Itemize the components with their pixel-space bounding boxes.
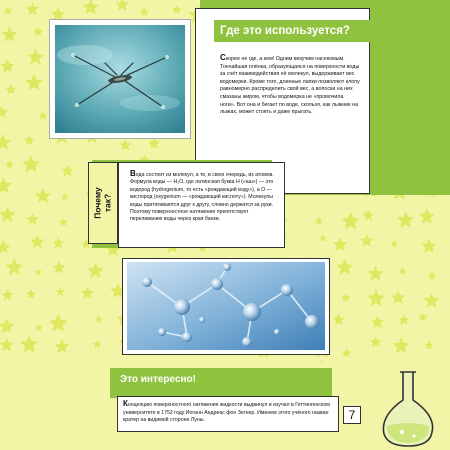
background-star [1, 26, 17, 41]
background-star [26, 213, 39, 225]
background-star [424, 341, 433, 350]
background-star [61, 164, 74, 176]
water-strider-photo [50, 20, 190, 138]
background-star [61, 193, 69, 201]
background-star [362, 209, 374, 220]
background-star [24, 135, 35, 145]
background-star [93, 340, 102, 349]
background-star [332, 313, 345, 325]
section1-body: корее не где, а кем! Одним везучим насекомым. Тончайшая плёнка, образующаяся на поверхности воды за счёт взаимодействия её молекул, выдерживает вес водомерки. Кроме того, длинные лапки позволяют клопу равномерно распределить свой вес, а волоски на них смазаны жиром, чтобы водомерка не «промочила ноги». Вот она и бегает по воде, скользя, как лыжник на лыжах, может стоять и даже прыгать. [220, 56, 360, 116]
background-star [2, 289, 14, 300]
section1-dropcap: С [220, 53, 226, 62]
background-star [35, 324, 43, 331]
background-star [81, 286, 94, 299]
background-star [26, 2, 39, 15]
background-star [418, 312, 428, 321]
section2-dropcap: В [130, 169, 136, 178]
background-star [54, 339, 69, 353]
background-star [371, 316, 385, 329]
background-star [52, 261, 65, 274]
background-star [370, 336, 382, 347]
background-star [35, 188, 51, 203]
flask-icon [370, 366, 445, 450]
background-star [390, 240, 398, 248]
background-star [27, 49, 44, 65]
background-star [172, 5, 182, 14]
background-star [51, 7, 65, 21]
background-star [419, 208, 436, 224]
background-star [119, 139, 131, 150]
background-star [20, 335, 38, 353]
section1-title: Где это используется? [214, 20, 370, 42]
background-star [52, 237, 64, 248]
background-star [0, 177, 12, 193]
water-molecules-photo [127, 262, 325, 350]
background-star [0, 134, 11, 151]
background-star [341, 293, 351, 302]
background-star [3, 6, 12, 15]
background-star [336, 259, 353, 275]
background-star [148, 137, 160, 149]
background-star [424, 293, 440, 308]
background-star [56, 287, 65, 296]
section1-text [220, 54, 360, 117]
why-so-label-line2: так? [102, 193, 112, 213]
background-star [399, 267, 407, 275]
background-star [391, 290, 405, 304]
background-star [5, 160, 14, 168]
background-star [26, 289, 37, 299]
background-star [22, 155, 40, 172]
background-star [83, 0, 100, 14]
interesting-dropcap: К [123, 399, 128, 408]
background-star [6, 84, 17, 94]
background-star [421, 238, 437, 253]
background-star [25, 74, 43, 91]
background-star [116, 0, 129, 11]
background-star [87, 262, 103, 278]
background-star [319, 234, 327, 242]
background-star [34, 268, 42, 275]
background-star [0, 206, 16, 222]
background-star [333, 237, 348, 251]
background-star [398, 315, 409, 325]
background-star [392, 337, 409, 354]
background-star [0, 318, 14, 333]
why-so-side-tab [88, 162, 118, 244]
background-star [360, 234, 373, 246]
background-star [33, 26, 43, 36]
background-star [367, 266, 383, 281]
background-star [140, 7, 149, 16]
why-so-label [94, 187, 113, 219]
background-star [428, 271, 437, 280]
background-star [30, 234, 45, 248]
why-so-label-line1: Почему [92, 187, 103, 219]
page-number: 7 [343, 406, 361, 424]
background-star [95, 315, 103, 323]
background-star [59, 218, 68, 226]
background-star [49, 314, 68, 332]
background-star [5, 258, 23, 275]
section2-text [130, 170, 278, 224]
background-star [397, 211, 415, 228]
interesting-body: онцепцию поверхностного натяжения жидкости выдвинул и изучал в Геттингенском университете в 1752 году Иоганн Андреас фон Зегнер. Именем этого учёного назван кратер на видимой стороне Луны. [123, 402, 330, 423]
background-star [367, 289, 385, 306]
background-star [0, 106, 8, 118]
background-star [0, 240, 10, 254]
section2-body: ода состоит из молекул, а те, в свою очередь, из атомов. Формула воды — H₂O, где латинская буква H («аш») — это водород (hydrogenium, то есть «рождающий воду»), а O — кислород (oxygenium — «рождающий кислоту»). Молекулы воды притягиваются друг к другу, словно держатся за руки. Поэтому поверхностное натяжение препятствует переливанию воды через края банки. [130, 172, 274, 223]
background-star [315, 217, 324, 225]
background-star [38, 111, 47, 120]
background-star [341, 212, 359, 229]
background-star [0, 59, 14, 73]
interesting-text [123, 400, 335, 425]
background-star [0, 338, 14, 352]
interesting-title: Это интересно! [117, 373, 317, 386]
background-star [342, 348, 352, 357]
